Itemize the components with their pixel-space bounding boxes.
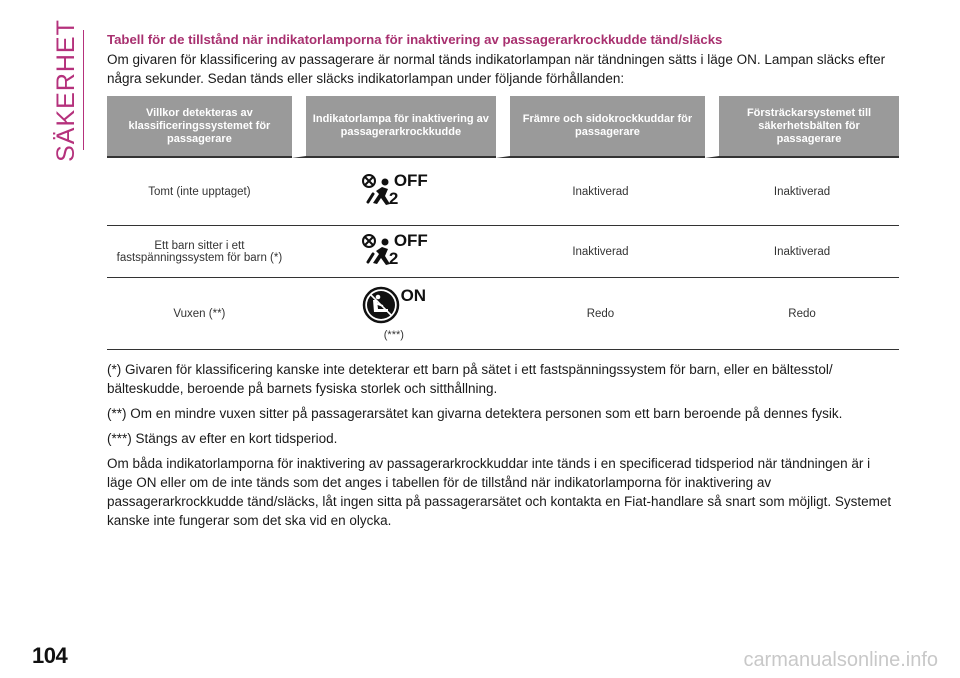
passenger-airbag-on-icon (362, 286, 427, 324)
cell-airbags: Inaktiverad (496, 226, 705, 278)
table-row (107, 226, 899, 278)
cell-condition: Tomt (inte upptaget) (107, 158, 292, 226)
cell-indicator (292, 278, 496, 350)
footnote-turn-off: (***) Stängs av efter en kort tidsperiod. (107, 431, 338, 446)
table-header-row (107, 96, 899, 158)
cell-airbags: Inaktiverad (496, 158, 705, 226)
indicator-sub-label: 2 (388, 189, 399, 208)
cell-airbags: Redo (496, 278, 705, 350)
watermark: carmanualsonline.info (743, 649, 938, 671)
page-content (107, 31, 899, 536)
section-tab (51, 18, 80, 162)
section-tab-label: SÄKERHET (51, 18, 80, 162)
indicator-off-label: OFF (393, 171, 428, 190)
cell-pretensioner: Redo (705, 278, 899, 350)
indicator-conditions-table (107, 96, 899, 350)
header-airbags: Främre och sidokrockkuddar för passagerare (496, 96, 705, 158)
indicator-off-label: OFF (393, 231, 428, 250)
section-divider (83, 30, 84, 150)
header-condition: Villkor detekteras av klassificeringssystemet för passagerare (107, 96, 292, 158)
intro-paragraph: Om givaren för klassificering av passagerare är normal tänds indikatorlampan när tändningen sätts i läge ON. Lampan släcks efter några sekunder. Sedan tänds eller släcks indikatorlampan under följande förhållanden: (107, 52, 886, 86)
cell-pretensioner: Inaktiverad (705, 158, 899, 226)
cell-condition: Ett barn sitter i ett fastspänningssystem för barn (*) (107, 226, 292, 278)
passenger-airbag-off-icon (360, 232, 428, 268)
table-row (107, 278, 899, 350)
cell-condition: Vuxen (**) (107, 278, 292, 350)
cell-pretensioner: Inaktiverad (705, 226, 899, 278)
footnote-child-seat: (*) Givaren för klassificering kanske inte detekterar ett barn på sätet i ett fastspänningssystem för barn, eller en bältesstol/ bälteskudde, beroende på barnets fysiska storlek och sitthållning. (107, 362, 833, 396)
passenger-airbag-off-icon (360, 172, 428, 208)
cell-indicator (292, 226, 496, 278)
indicator-on-label: ON (400, 286, 427, 305)
warning-paragraph: Om båda indikatorlamporna för inaktivering av passagerarkrockkuddar inte tänds i en specificerad tidsperiod när tändningen är i läge ON eller om de inte tänds som det anges i tabellen för de tillstånd när indikatorlamporna för inaktivering av passagerarkrockkudde tänd/släcks, låt ingen sitta på passagerarsätet och kontakta en Fiat-handlare så snart som möjligt. Systemet kanske inte fungerar som det ska vid en olycka. (107, 456, 892, 528)
footnote-small-adult: (**) Om en mindre vuxen sitter på passagerarsätet kan givarna detektera personen som ett barn beroende på dennes fysik. (107, 406, 843, 421)
header-indicator: Indikatorlampa för inaktivering av passagerarkrockkudde (292, 96, 496, 158)
header-pretensioner: Försträckarsystemet till säkerhetsbälten för passagerare (705, 96, 899, 158)
table-row (107, 158, 899, 226)
indicator-sub-label: 2 (388, 249, 399, 268)
page-number: 104 (32, 643, 68, 668)
table-title: Tabell för de tillstånd när indikatorlamporna för inaktivering av passagerarkrockkudde tänd/släcks (107, 32, 723, 47)
cell-indicator (292, 158, 496, 226)
indicator-footnote-ref: (***) (383, 329, 404, 341)
